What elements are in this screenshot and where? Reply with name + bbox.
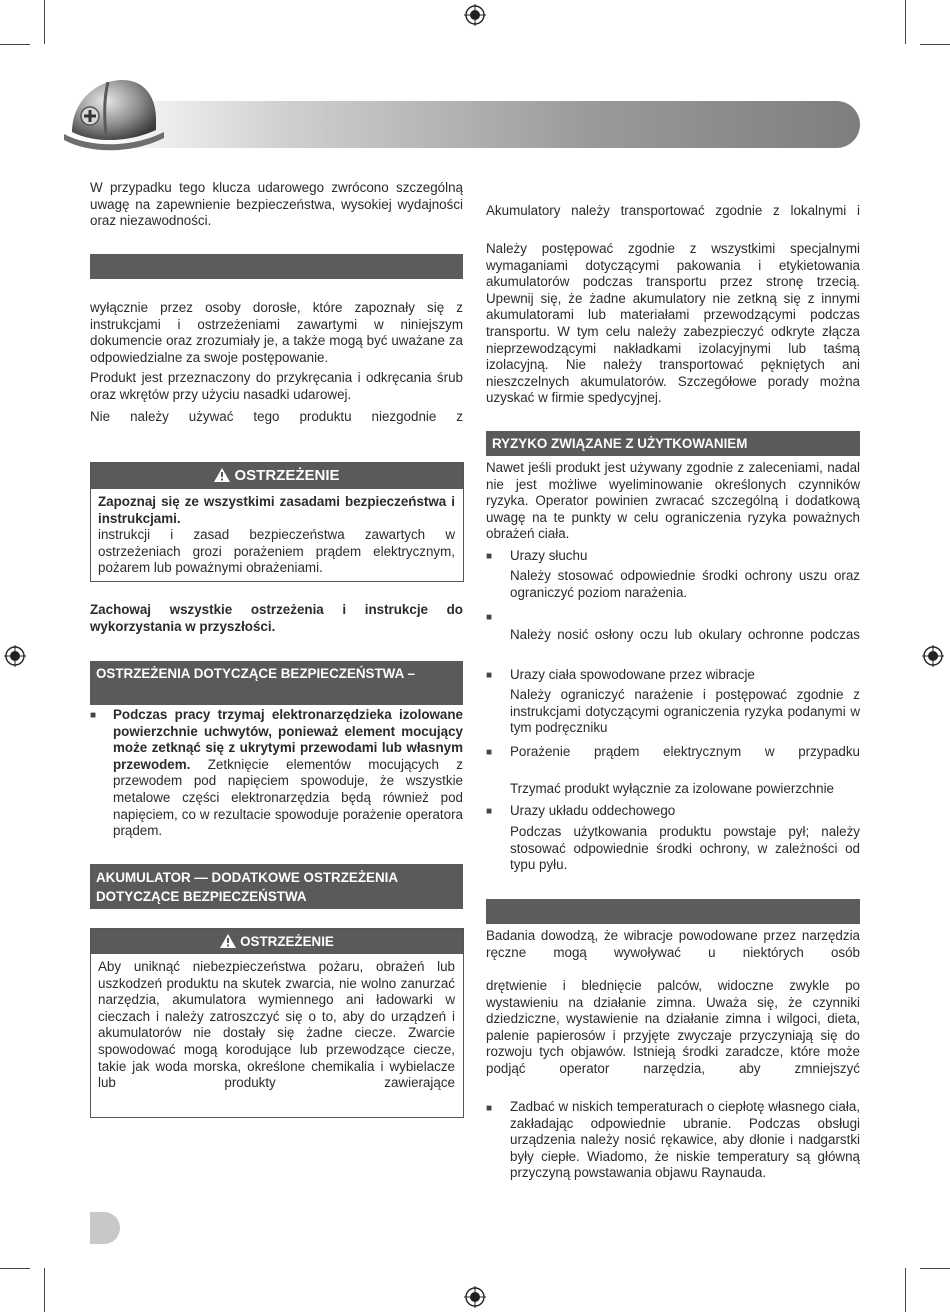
warning-triangle-icon: [220, 934, 236, 948]
header-banner: [92, 101, 860, 148]
bullet-icon: ■: [486, 551, 493, 562]
section-header-vibration: [486, 899, 860, 924]
warning-text: instrukcji i zasad bezpieczeństwa zawartych w ostrzeżeniach grozi porażeniem prądem elektrycznym, pożarem lub poważnymi obrażeniami.: [98, 527, 455, 576]
keep-instructions-note: Zachowaj wszystkie ostrzeżenia i instrukcje do wykorzystania w przyszłości.: [90, 602, 463, 634]
safety-bullet-bold: Podczas pracy trzymaj elektronarzędzieka izolowane powierzchnie uchwytów, ponieważ element mocujący może zetknąć się z ukrytymi przewodami lub własnym przewodem.: [113, 707, 463, 772]
vibration-text: Badania dowodzą, że wibracje powodowane przez narzędzia ręczne mogą wywoływać u niektórych osób: [486, 928, 860, 960]
risk-item-text: Trzymać produkt wyłącznie za izolowane powierzchnie: [510, 781, 834, 796]
crop-mark: [905, 1268, 906, 1312]
intended-use-text: wyłącznie przez osoby dorosłe, które zapoznały się z instrukcjami i ostrzeżeniami zawartymi w niniejszym dokumencie oraz zrozumiały je, a także mogą być uważane za odpowiedzialne za swoje postępowanie.: [90, 300, 463, 365]
vibration-text: drętwienie i blednięcie palców, widoczne zwykle po wystawieniu na działanie zimna. Uważa się, że czynniki dziedziczne, wystawienie na działanie zimna i wilgoci, dieta, palenie papierosów i przyjęte zwyczaje przyczyniają się do rozwoju tych objawów. Istnieją środki zaradcze, które może podjąć operator narzędzia, aby zmniejszyć: [486, 978, 860, 1076]
crop-mark: [0, 44, 30, 45]
section-header-safety-label: OSTRZEŻENIA DOTYCZĄCE BEZPIECZEŃSTWA –: [96, 666, 415, 681]
registration-mark-icon: [922, 645, 944, 667]
warning-box: [90, 462, 464, 582]
crop-mark: [44, 1268, 45, 1312]
safety-bullet-text: [113, 707, 463, 840]
risk-item-text: Należy nosić osłony oczu lub okulary ochronne podczas: [510, 627, 860, 642]
safety-bullet-rest: Zetknięcie elementów mocujących z przewodem pod napięciem spowoduje, że wszystkie metalowe części elektronarzędzia będą również pod napięciem, co w rezultacie spowoduje porażenie operatora prądem.: [113, 756, 463, 839]
section-header-battery: AKUMULATOR — DODATKOWE OSTRZEŻENIA DOTYCZĄCE BEZPIECZEŃSTWA: [90, 864, 463, 909]
warning-title: OSTRZEŻENIE: [240, 934, 334, 949]
warning-triangle-icon: [214, 468, 230, 482]
transport-text: Akumulatory należy transportować zgodnie z lokalnymi i: [486, 203, 860, 218]
warning-text: Aby uniknąć niebezpieczeństwa pożaru, obrażeń lub uszkodzeń produktu na skutek zwarcia, nie wolno zanurzać narzędzia, akumulatora wymiennego ani ładowarki w cieczach i należy zatroszczyć się o to, aby do urządzeń i akumulatorów nie dostały się żadne ciecze. Zwarcie spowodować mogą korodujące lub przewodzące ciecze, takie jak woda morska, określone chemikalia i wybielacze lub produkty zawierające: [98, 959, 455, 1091]
risk-item-text: Należy stosować odpowiednie środki ochrony uszu oraz ograniczyć poziom narażenia.: [510, 568, 860, 600]
registration-mark-icon: [464, 4, 486, 26]
intended-use-text: Nie należy używać tego produktu niezgodnie z: [90, 409, 463, 424]
crop-mark: [0, 1268, 30, 1269]
risk-item-title: Urazy układu oddechowego: [510, 803, 676, 818]
crop-mark: [920, 1268, 950, 1269]
bullet-icon: ■: [90, 710, 97, 721]
vibration-bullet-text: Zadbać w niskich temperaturach o ciepłotę własnego ciała, zakładając odpowiednie ubranie. Podczas obsługi urządzenia należy nosić rękawice, aby dłonie i nadgarstki były ciepłe. Wiadomo, że niskie temperatury są główną przyczyną powstawania objawu Raynauda.: [510, 1099, 860, 1181]
section-header-intended-use: [90, 254, 463, 279]
bullet-icon: ■: [486, 1103, 493, 1114]
risk-item-title: Urazy słuchu: [510, 548, 588, 563]
crop-mark: [920, 44, 950, 45]
registration-mark-icon: [4, 645, 26, 667]
risk-item-text: Podczas użytkowania produktu powstaje pył; należy stosować odpowiednie środki ochrony, w zależności od typu pyłu.: [510, 824, 860, 873]
crop-mark: [44, 0, 45, 44]
warning-title: OSTRZEŻENIE: [234, 467, 340, 484]
section-header-safety: [90, 661, 463, 705]
warning-bold-text: Zapoznaj się ze wszystkimi zasadami bezpieczeństwa i instrukcjami.: [98, 494, 455, 526]
helmet-icon: [60, 72, 170, 154]
registration-mark-icon: [464, 1286, 486, 1308]
warning-header: [91, 463, 463, 489]
section-header-risk: RYZYKO ZWIĄZANE Z UŻYTKOWANIEM: [486, 431, 860, 456]
intro-text: W przypadku tego klucza udarowego zwrócono szczególną uwagę na zapewnienie bezpieczeństwa, wysokiej wydajności oraz niezawodności.: [90, 180, 463, 229]
crop-mark: [905, 0, 906, 44]
bullet-icon: ■: [486, 670, 493, 681]
bullet-icon: ■: [486, 747, 493, 758]
risk-item-title: Urazy ciała spowodowane przez wibracje: [510, 667, 755, 682]
intended-use-text: Produkt jest przeznaczony do przykręcania i odkręcania śrub oraz wkrętów przy użyciu nasadki udarowej.: [90, 370, 463, 402]
risk-intro-text: Nawet jeśli produkt jest używany zgodnie z zaleceniami, nadal nie jest możliwe wyeliminowanie określonych czynników ryzyka. Operator powinien zwracać szczególną i dodatkową uwagę na te punkty w celu ograniczenia ryzyka poważnych obrażeń ciała.: [486, 460, 860, 542]
warning-box: [90, 928, 464, 1118]
warning-header: [91, 929, 463, 954]
risk-item-text: Należy ograniczyć narażenie i postępować zgodnie z instrukcjami dotyczącymi ograniczenia ryzyka podanymi w tym podręczniku: [510, 687, 860, 736]
bullet-icon: ■: [486, 806, 493, 817]
page-number-tab: [90, 1212, 120, 1244]
bullet-icon: ■: [486, 612, 493, 623]
risk-item-title: Porażenie prądem elektrycznym w przypadku: [510, 744, 860, 759]
transport-text: Należy postępować zgodnie z wszystkimi specjalnymi wymaganiami dotyczącymi pakowania i etykietowania akumulatorów podczas transportu przez stronę trzecią. Upewnij się, że żadne akumulatory nie zetkną się z innymi akumulatorami lub materiałami przewodzącymi podczas transportu. W tym celu należy zabezpieczyć odkryte złącza nieprzewodzącymi nakładkami izolacyjnymi lub taśmą izolacyjną. Nie należy transportować pękniętych ani nieszczelnych akumulatorów. Szczegółowe porady można uzyskać w firmie spedycyjnej.: [486, 241, 860, 406]
